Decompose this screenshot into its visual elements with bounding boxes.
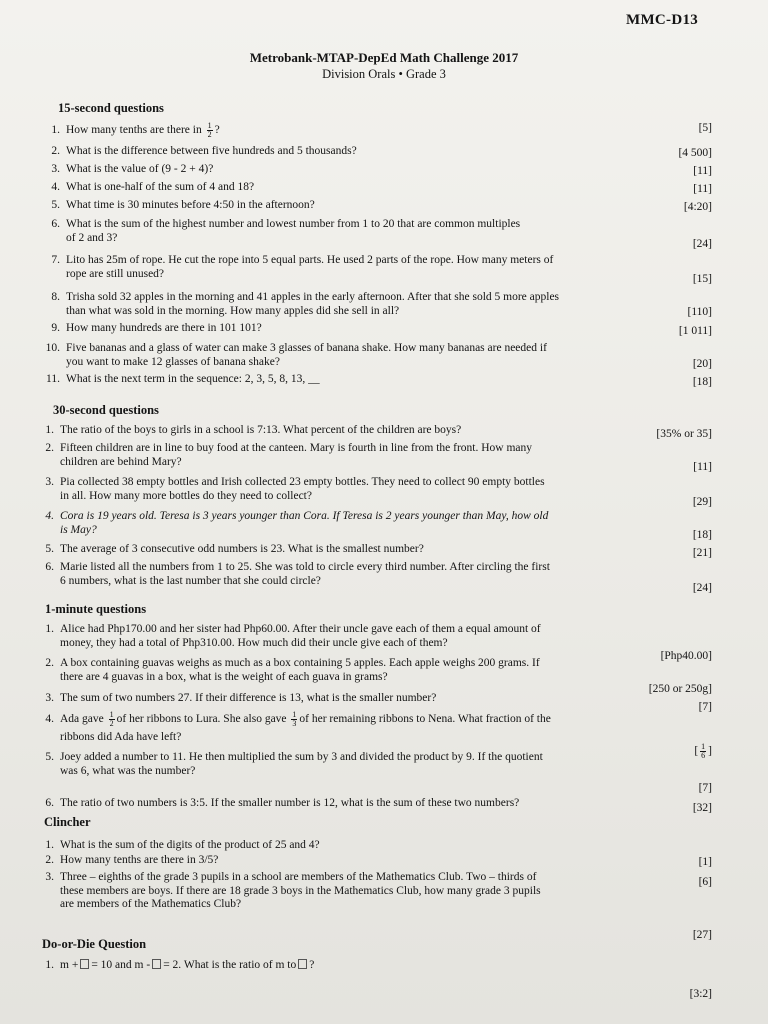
question-15s-5: 5. What time is 30 minutes before 4:50 in the afternoon? xyxy=(51,199,315,211)
question-30s-6: 6. Marie listed all the numbers from 1 to 25. She was told to circle every third number. After circling the first 6 numbers, what is the last number that she could circle? xyxy=(45,561,550,587)
answer-15s-1: [5] xyxy=(698,122,712,134)
fraction: $\frac{1}{3}$ xyxy=(292,710,297,728)
question-30s-1: 1. The ratio of the boys to girls in a school is 7:13. What percent of the children are boys? xyxy=(45,424,462,436)
question-1m-4: 4. Ada gave $\frac{1}{2}$ of her ribbons to Lura. She also gave $\frac{1}{3}$ of her remaining ribbons to Nena. What fraction of the ribbons did Ada have left? xyxy=(45,710,551,743)
fraction: $\frac{1}{2}$ xyxy=(207,121,212,139)
answer-1m-2: [250 or 250g] xyxy=(648,683,712,695)
fraction: $\frac{1}{2}$ xyxy=(109,710,114,728)
document-subtitle: Division Orals • Grade 3 xyxy=(322,67,446,81)
answer-30s-1: [35% or 35] xyxy=(656,428,712,440)
question-15s-3: 3. What is the value of (9 - 2 + 4)? xyxy=(51,163,214,175)
answer-1m-6: [32] xyxy=(692,802,712,814)
answer-1m-1: [Php40.00] xyxy=(660,650,712,662)
section-heading-15-second: 15-second questions xyxy=(58,101,164,115)
blank-box xyxy=(152,959,161,969)
question-15s-4: 4. What is one-half of the sum of 4 and 18? xyxy=(51,181,255,193)
answer-15s-3: [11] xyxy=(693,165,712,177)
answer-30s-2: [11] xyxy=(693,461,712,473)
question-15s-1: 1. How many tenths are there in $\frac{1}{2}$ ? xyxy=(51,121,220,139)
question-clincher-3: 3. Three – eighths of the grade 3 pupils in a school are members of the Mathematics Club. Two – thirds of these members are boys. If there are 18 grade 3 boys in the Mathematics Club, how many grade 3 pupils are members of the Mathematics Club? xyxy=(45,871,541,910)
question-15s-11: 11. What is the next term in the sequence: 2, 3, 5, 8, 13, __ xyxy=(46,373,320,385)
question-clincher-2: 2. How many tenths are there in 3/5? xyxy=(45,854,219,866)
section-heading-clincher: Clincher xyxy=(44,815,91,829)
answer-15s-6: [24] xyxy=(692,238,712,250)
answer-clincher-2-bracket: [6] xyxy=(698,876,712,888)
blank-box xyxy=(298,959,307,969)
answer-1m-4: [ $\frac{1}{6}$ ] xyxy=(694,742,712,760)
question-30s-2: 2. Fifteen children are in line to buy food at the canteen. Mary is fourth in line from the front. How many children are behind Mary? xyxy=(45,442,533,468)
answer-30s-4: [18] xyxy=(692,529,712,541)
answer-15s-11: [18] xyxy=(692,376,712,388)
answer-1m-3: [7] xyxy=(698,701,712,713)
answer-30s-3: [29] xyxy=(692,496,712,508)
question-30s-4: 4. Cora is 19 years old. Teresa is 3 years younger than Cora. If Teresa is 2 years younger than May, how old is May? xyxy=(45,510,549,536)
question-1m-2: 2. A box containing guavas weighs as much as a box containing 5 apples. Each apple weighs 200 grams. If there are 4 guavas in a box, what is the weight of each guava in grams? xyxy=(45,657,540,683)
question-clincher-1: 1. What is the sum of the digits of the product of 25 and 4? xyxy=(45,839,320,851)
answer-15s-8: [110] xyxy=(687,306,712,318)
question-30s-3: 3. Pia collected 38 empty bottles and Irish collected 23 empty bottles. They need to collect 90 empty bottles in all. How many more bottles do they need to collect? xyxy=(45,476,545,502)
question-15s-2: 2. What is the difference between five hundreds and 5 thousands? xyxy=(51,145,357,157)
question-30s-5: 5. The average of 3 consecutive odd numbers is 23. What is the smallest number? xyxy=(45,543,424,555)
answer-15s-9: [1 011] xyxy=(678,325,712,337)
answer-15s-5: [4:20] xyxy=(683,201,712,213)
section-heading-1-minute: 1-minute questions xyxy=(45,602,147,616)
answer-15s-10: [20] xyxy=(692,358,712,370)
answer-clincher-2: [1] xyxy=(698,856,712,868)
question-15s-7: 7. Lito has 25m of rope. He cut the rope into 5 equal parts. He used 2 parts of the rope. How many meters of rope are still unused? xyxy=(51,254,554,280)
question-do-or-die: 1. m + = 10 and m - = 2. What is the ratio of m to ? xyxy=(45,959,315,971)
answer-15s-2: [4 500] xyxy=(678,147,712,159)
answer-15s-7: [15] xyxy=(692,273,712,285)
answer-30s-5: [21] xyxy=(692,547,712,559)
answer-15s-4: [11] xyxy=(693,183,712,195)
question-15s-6: 6. What is the sum of the highest number and lowest number from 1 to 20 that are common multiples of 2 and 3? xyxy=(51,218,521,244)
question-1m-5: 5. Joey added a number to 11. He then multiplied the sum by 3 and divided the product by 9. If the quotient was 6, what was the number? xyxy=(45,751,543,777)
section-heading-30-second: 30-second questions xyxy=(53,403,159,417)
question-15s-10: 10. Five bananas and a glass of water can make 3 glasses of banana shake. How many bananas are needed if you want to make 12 glasses of banana shake? xyxy=(45,342,547,368)
question-1m-6: 6. The ratio of two numbers is 3:5. If the smaller number is 12, what is the sum of these two numbers? xyxy=(45,797,520,809)
answer-do-or-die: [3:2] xyxy=(689,988,712,1000)
answer-clincher-3: [27] xyxy=(692,929,712,941)
blank-box xyxy=(80,959,89,969)
section-heading-do-or-die: Do-or-Die Question xyxy=(42,937,147,951)
question-15s-8: 8. Trisha sold 32 apples in the morning and 41 apples in the early afternoon. After that she sold 5 more apples than what was sold in the morning. How many apples did she sell in all? xyxy=(51,291,560,317)
question-15s-9: 9. How many hundreds are there in 101 101? xyxy=(51,322,262,334)
document-code: MMC-D13 xyxy=(626,12,699,28)
answer-1m-5: [7] xyxy=(698,782,712,794)
document-title: Metrobank-MTAP-DepEd Math Challenge 2017 xyxy=(249,50,519,65)
question-1m-3: 3. The sum of two numbers 27. If their difference is 13, what is the smaller number? xyxy=(45,692,437,704)
question-1m-1: 1. Alice had Php170.00 and her sister had Php60.00. After their uncle gave each of them a equal amount of money, they had a total of Php310.00. How much did their uncle give each of them? xyxy=(45,623,541,649)
fraction: $\frac{1}{6}$ xyxy=(701,742,706,760)
answer-30s-6: [24] xyxy=(692,582,712,594)
